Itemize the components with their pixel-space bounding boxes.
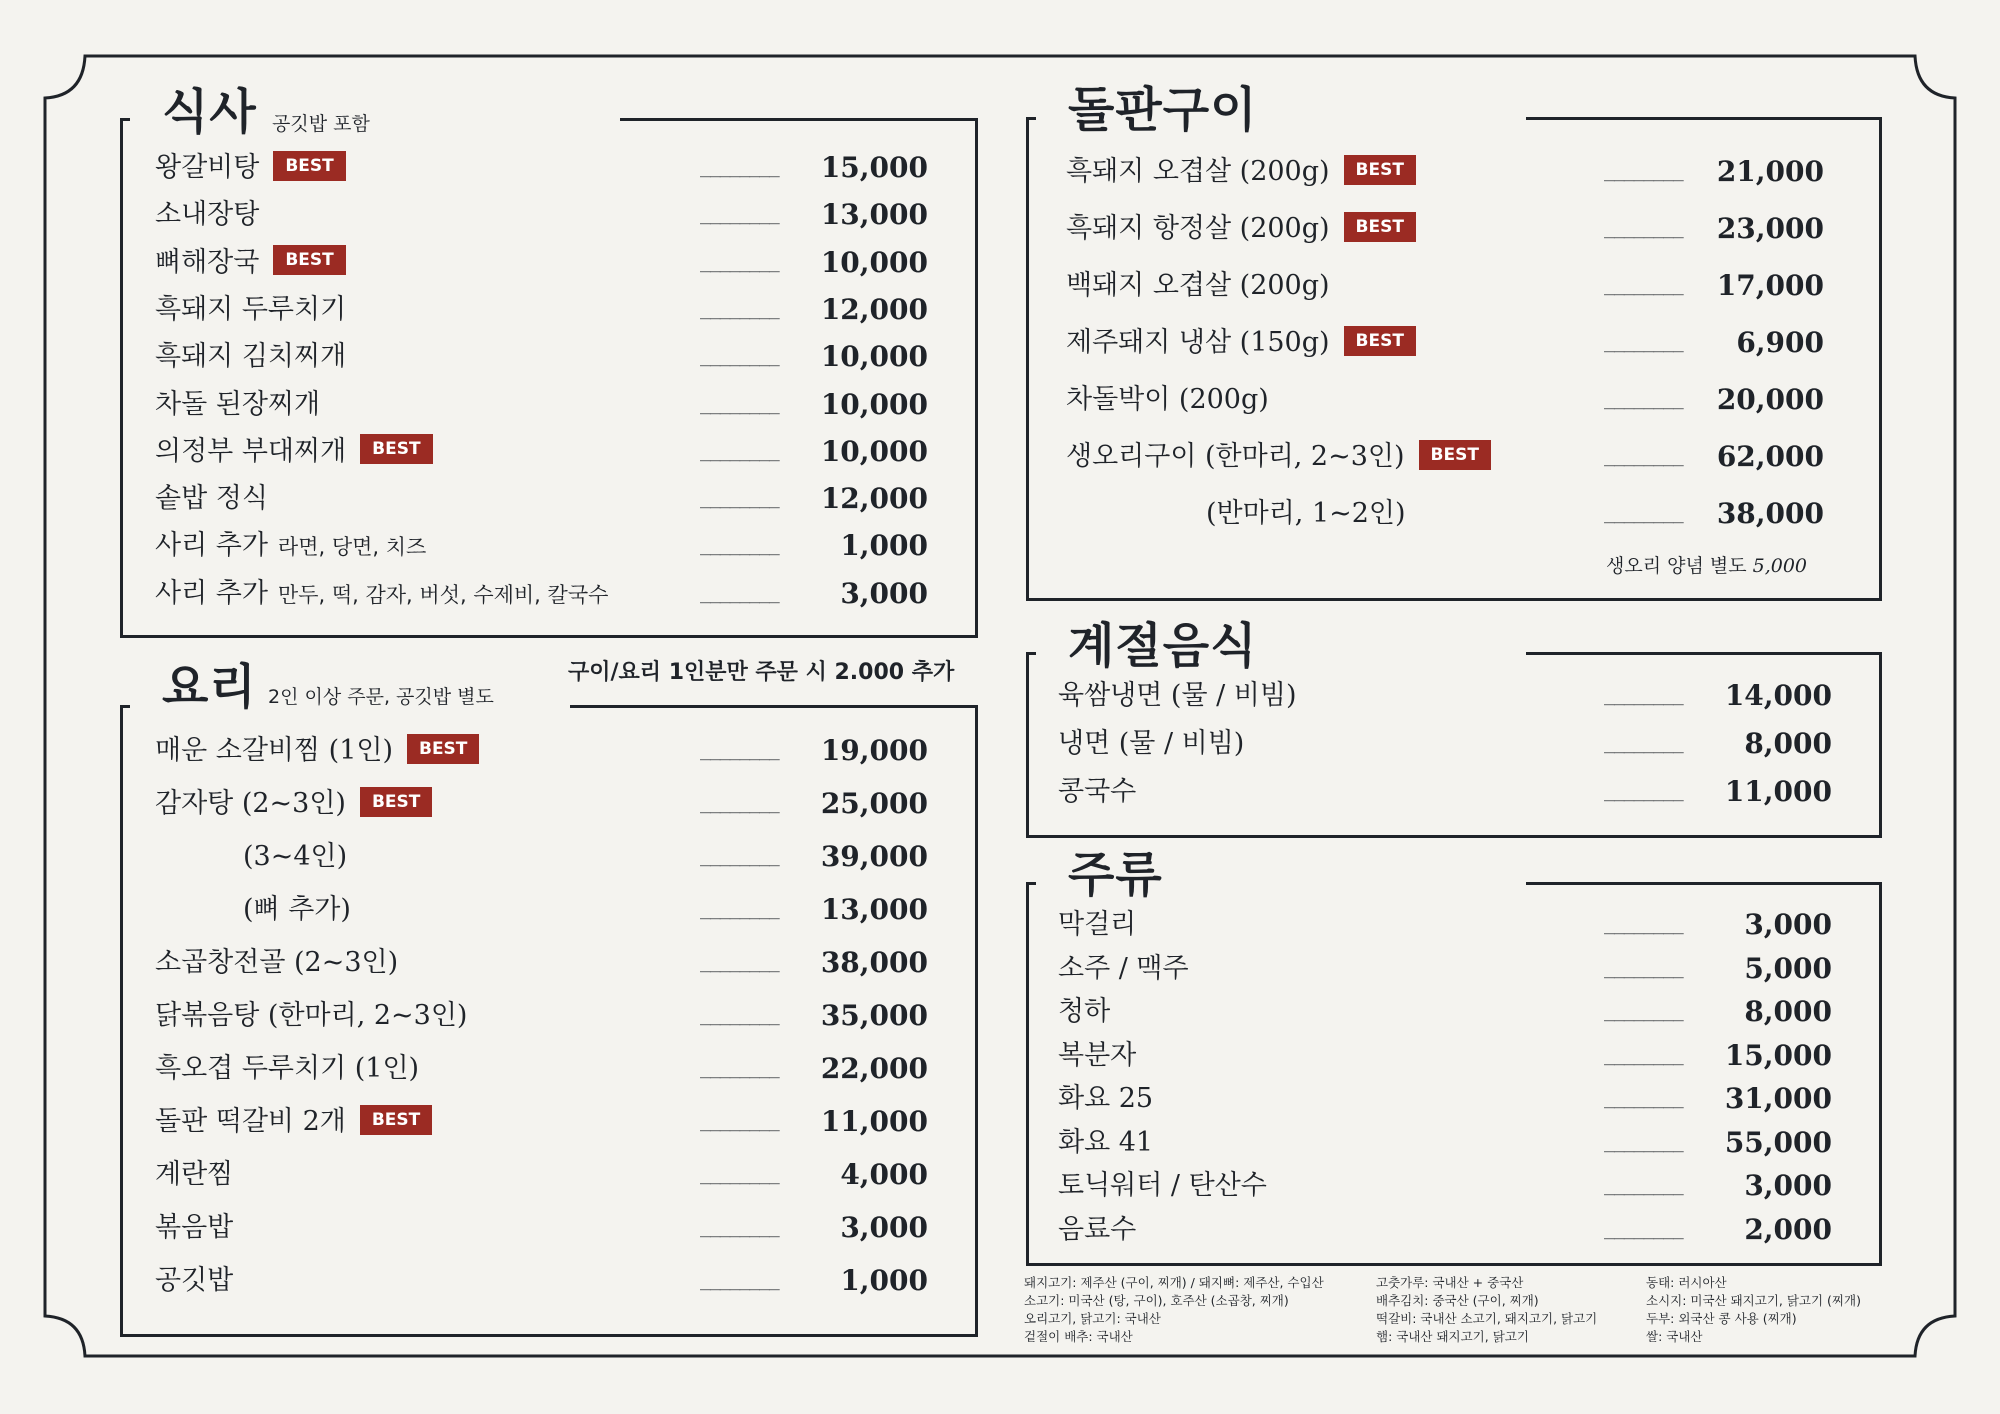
menu-item-name [1058,1207,1136,1253]
menu-item-label: 냉면 (물 / 비빔) [1058,728,1245,759]
leader-dots: ________ [700,952,779,973]
menu-item-label: 매운 소갈비찜 (1인) [155,735,393,766]
leader-dots: ________ [700,1270,779,1291]
menu-item-price: 62,000 [1716,440,1824,473]
menu-item-name [1066,434,1491,480]
meal-title: 식사 [162,84,257,140]
menu-item-price: 4,000 [840,1158,928,1191]
menu-item-price: 8,000 [1744,995,1832,1028]
drinks-title: 주류 [1068,847,1163,903]
menu-item-price: 13,000 [820,893,928,926]
leader-dots: ________ [700,1217,779,1238]
menu-item-price: 2,000 [1744,1212,1832,1246]
leader-dots: ________ [700,346,779,368]
menu-item-label: 차돌박이 (200g) [1066,384,1269,415]
menu-item [0,263,2000,309]
leader-dots: ________ [700,393,779,415]
menu-item-price: 6,900 [1736,326,1824,359]
leader-dots: ________ [1604,914,1683,935]
origin-col-3 [1646,1274,1861,1346]
menu-item-price: 25,000 [820,787,928,820]
menu-item-price: 11,000 [820,1105,928,1138]
menu-item-label: 계란찜 [155,1159,234,1190]
leader-dots: ________ [700,535,779,557]
leader-dots: ________ [1604,957,1683,979]
menu-item-label: 소곱창전골 (2~3인) [155,947,399,978]
menu-item-label: 흑오겹 두루치기 (1인) [155,1053,420,1084]
menu-item-name [1066,206,1416,252]
menu-item-price: 23,000 [1716,212,1824,245]
menu-item [0,149,2000,195]
menu-item-label: 뼈해장국 [155,246,260,278]
leader-dots: ________ [1604,1088,1683,1109]
best-badge: BEST [273,151,345,181]
best-badge: BEST [1344,212,1416,242]
best-badge: BEST [407,734,479,764]
menu-item-label: 복분자 [1058,1039,1137,1071]
leader-dots: ________ [1604,446,1683,467]
leader-dots: ________ [700,440,779,462]
leader-dots: ________ [700,204,779,226]
single-order-note: 구이/요리 1인분만 주문 시 2.000 추가 [568,660,955,685]
origin-line: 쌀: 국내산 [1646,1329,1703,1344]
menu-item-label: 솥밥 정식 [155,483,268,515]
menu-item [0,1163,2000,1209]
menu-item-price: 10,000 [820,434,928,468]
menu-item-name [243,834,347,880]
menu-item [0,769,2000,815]
menu-item-price: 15,000 [1724,1038,1832,1072]
menu-item-name [1058,989,1110,1035]
menu-item-price: 3,000 [1744,1169,1832,1202]
menu-item [0,206,2000,252]
menu-item-price: 10,000 [820,340,928,374]
menu-item-label: 닭볶음탕 (한마리, 2~3인) [155,1000,468,1031]
leader-dots: ________ [700,251,779,273]
menu-item-label: 감자탕 (2~3인) [155,788,346,819]
leader-dots: ________ [1604,503,1683,524]
origin-line: 겉절이 배추: 국내산 [1024,1329,1133,1344]
menu-item-label: 백돼지 오겹살 (200g) [1066,270,1330,301]
menu-item-label: 소주 / 맥주 [1058,952,1189,984]
menu-item-label: 사리 추가 [155,530,268,562]
menu-item-label: (뼈 추가) [243,894,351,925]
origin-line: 소고기: 미국산 (탕, 구이), 호주산 (소곱창, 찌개) [1024,1293,1289,1308]
origin-line: 떡갈비: 국내산 소고기, 돼지고기, 닭고기 [1376,1311,1598,1326]
menu-item-price: 35,000 [820,999,928,1032]
menu-item-name [1066,149,1416,195]
leader-dots: ________ [700,1005,779,1026]
duck-sauce-note [1606,551,1807,578]
menu-item-label: 왕갈비탕 [155,152,260,183]
menu-item-label: 사리 추가 [155,577,268,609]
menu-item-price: 38,000 [1716,497,1824,530]
best-badge: BEST [360,434,432,464]
leader-dots: ________ [700,1111,779,1132]
menu-item-name [1066,320,1416,366]
menu-item [0,1120,2000,1166]
origin-line: 돼지고기: 제주산 (구이, 찌개) / 돼지뼈: 제주산, 수입산 [1024,1275,1324,1290]
menu-item [0,1207,2000,1253]
menu-item-price: 13,000 [820,198,928,232]
menu-item-price: 8,000 [1744,727,1832,760]
menu-item-price: 11,000 [1724,775,1832,808]
menu-item-name [1058,902,1136,948]
menu-item-label: 음료수 [1058,1213,1137,1245]
menu-item-price: 1,000 [840,1264,928,1297]
menu-item-label: 화요 25 [1058,1083,1154,1114]
menu-item [0,946,2000,992]
menu-item [0,902,2000,948]
menu-item-price: 3,000 [840,576,928,610]
leader-dots: ________ [1604,332,1683,353]
menu-item-name [1058,721,1244,767]
leader-dots: ________ [700,846,779,867]
origin-line: 배추김치: 중국산 (구이, 찌개) [1376,1293,1539,1308]
menu-item-price: 3,000 [1744,908,1832,941]
menu-item-label: 토닉워터 / 탄산수 [1058,1170,1267,1201]
best-badge: BEST [273,245,345,275]
leader-dots: ________ [1604,1044,1683,1066]
menu-item-price: 19,000 [820,734,928,767]
menu-item [0,989,2000,1035]
origin-col-2 [1376,1274,1597,1346]
menu-item-price: 1,000 [840,529,928,563]
menu-item-name [155,1258,233,1304]
menu-item [0,320,2000,366]
best-badge: BEST [1419,440,1491,470]
menu-item-label: (3~4인) [243,841,348,872]
menu-item-name [1066,377,1269,423]
menu-item [0,1076,2000,1122]
best-badge: BEST [360,787,432,817]
menu-item-label: 차돌 된장찌개 [155,388,321,420]
leader-dots: ________ [1604,1175,1683,1196]
leader-dots: ________ [700,488,779,510]
meal-subtitle: 공깃밥 포함 [272,113,370,135]
leader-dots: ________ [1604,1218,1683,1240]
leader-dots: ________ [1604,1131,1683,1153]
menu-item-label: 생오리구이 (한마리, 2~3인) [1066,441,1405,472]
leader-dots: ________ [700,298,779,320]
duck-sauce-price: 5,000 [1752,555,1808,577]
menu-item-price: 17,000 [1716,269,1824,302]
menu-item-label: 흑돼지 항정살 (200g) [1066,213,1330,244]
duck-sauce-label: 생오리 양념 별도 [1606,555,1747,577]
origin-line: 소시지: 미국산 돼지고기, 닭고기 (찌개) [1646,1293,1861,1308]
leader-dots: ________ [700,582,779,604]
menu-item-label: 화요 41 [1058,1126,1154,1158]
menu-item-label: 소내장탕 [155,199,260,231]
leader-dots: ________ [1604,685,1683,706]
menu-item-label: 흑돼지 김치찌개 [155,341,347,373]
menu-item-name [1058,673,1297,719]
menu-item-price: 14,000 [1724,679,1832,712]
leader-dots: ________ [1604,161,1683,182]
menu-item-label: 돌판 떡갈비 2개 [155,1106,346,1137]
menu-item [0,721,2000,767]
menu-item-price: 12,000 [820,482,928,516]
menu-item-options: 만두, 떡, 감자, 버섯, 수제비, 칼국수 [277,582,609,607]
menu-item-label: 공깃밥 [155,1265,234,1296]
menu-item-price: 10,000 [820,245,928,279]
menu-item-name [1058,769,1136,815]
menu-item [0,834,2000,880]
menu-item-name [1058,1120,1153,1166]
menu-item [0,434,2000,480]
menu-item-price: 22,000 [820,1052,928,1085]
menu-item-price: 39,000 [820,840,928,873]
leader-dots: ________ [700,157,779,178]
menu-item [0,377,2000,423]
menu-item-name [1058,946,1189,992]
menu-item-label: (반마리, 1~2인) [1206,498,1406,529]
menu-item-name [1066,263,1330,309]
menu-item-label: 볶음밥 [155,1212,234,1243]
menu-item-price: 15,000 [820,151,928,184]
leader-dots: ________ [700,899,779,920]
seasonal-title: 계절음식 [1068,618,1258,674]
leader-dots: ________ [1604,781,1683,802]
dish-subtitle: 2인 이상 주문, 공깃밥 별도 [268,686,494,708]
menu-item-name [1206,491,1406,537]
menu-item-label: 의정부 부대찌개 [155,435,347,467]
menu-item-name [155,571,608,618]
origin-line: 두부: 외국산 콩 사용 (찌개) [1646,1311,1797,1326]
leader-dots: ________ [700,1164,779,1185]
menu-item-price: 12,000 [820,292,928,326]
menu-item-name [1058,1076,1153,1122]
best-badge: BEST [1344,155,1416,185]
menu-item-price: 31,000 [1724,1082,1832,1115]
origin-col-1 [1024,1274,1324,1346]
grill-title: 돌판구이 [1068,82,1258,138]
origin-line: 햄: 국내산 돼지고기, 닭고기 [1376,1329,1529,1344]
best-badge: BEST [1344,326,1416,356]
best-badge: BEST [360,1105,432,1135]
origin-line: 동태: 러시아산 [1646,1275,1727,1290]
leader-dots: ________ [1604,275,1683,296]
leader-dots: ________ [700,740,779,761]
menu-item-price: 38,000 [820,946,928,979]
menu-item [0,673,2000,719]
menu-item-name [1058,1163,1267,1209]
origin-line: 고춧가루: 국내산 + 중국산 [1376,1275,1524,1290]
leader-dots: ________ [1604,389,1683,410]
menu-item-label: 막걸리 [1058,909,1137,940]
menu-item-label: 청하 [1058,996,1111,1027]
leader-dots: ________ [700,1058,779,1079]
menu-item-label: 콩국수 [1058,776,1137,807]
menu-item-price: 3,000 [840,1211,928,1244]
menu-item [0,491,2000,537]
leader-dots: ________ [1604,733,1683,754]
origin-line: 오리고기, 닭고기: 국내산 [1024,1311,1161,1326]
dish-title: 요리 [162,659,257,715]
leader-dots: ________ [1604,218,1683,239]
menu-item-label: 제주돼지 냉삼 (150g) [1066,327,1330,358]
leader-dots: ________ [700,793,779,814]
menu-item-label: 육쌈냉면 (물 / 비빔) [1058,680,1297,711]
menu-item-label: 흑돼지 두루치기 [155,293,347,325]
menu-item-price: 20,000 [1716,383,1824,416]
menu-item-label: 흑돼지 오겹살 (200g) [1066,156,1330,187]
leader-dots: ________ [1604,1001,1683,1022]
menu-item-price: 21,000 [1716,155,1824,188]
menu-item-name [1058,1033,1136,1079]
menu-item-options: 라면, 당면, 치즈 [277,535,427,560]
menu-item [0,1033,2000,1079]
menu-item-price: 55,000 [1724,1125,1832,1159]
menu-item-price: 10,000 [820,387,928,421]
menu-item-price: 5,000 [1744,951,1832,985]
